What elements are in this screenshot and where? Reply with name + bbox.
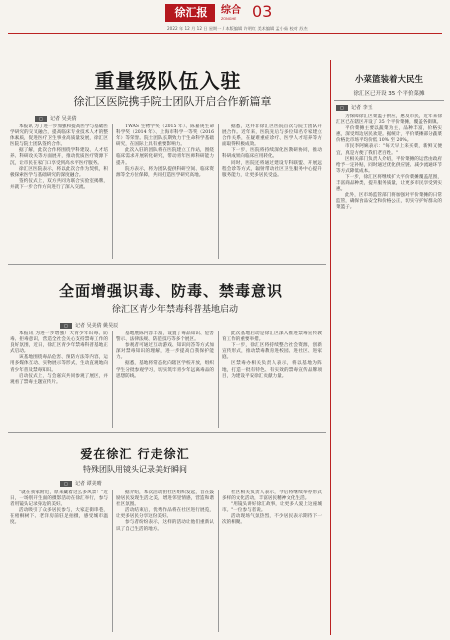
article3-col1	[10, 490, 108, 632]
sidebar-title-rule	[334, 100, 444, 101]
column-divider	[112, 124, 113, 259]
sidebar-para: 为保障徐汇区菜篮子供应，惠及市民，近年来徐汇区已在辖区开设了 35 个平价菜摊，覆盖各街镇。	[336, 114, 442, 126]
article1-para: 此次入驻的团队将在医院建立工作站，围绕临床需求开展转化研究，带动青年医师科研能力提升。	[116, 148, 214, 166]
article2-para: 基地展陈内容丰富，设置了毒品知识、危害警示、法律法规、防范技巧等多个展区。	[116, 331, 214, 343]
article3-byline-text: 记者 谭美晴	[75, 481, 102, 487]
masthead-page-number: 03	[252, 2, 273, 21]
sidebar-para: 下一步，徐汇区将继续扩大平价菜摊覆盖范围，丰富商品种类，提升服务质量，让更多市民享受到实惠。	[336, 174, 442, 193]
article1-para: 据悉，这并非徐汇区医院首次与院士团队开展合作。近年来，医院先后与多位知名专家建立合作关系，在疑难重症诊疗、医学人才培养等方面取得积极成效。	[222, 124, 322, 148]
article2-col1	[10, 331, 108, 428]
article1-para: 据了解，此次合作将围绕学科建设、人才培养、科研攻关等方面展开，推动优质医疗资源下沉，让市民在家门口享受到高水平医疗服务。	[10, 148, 108, 166]
column-divider	[112, 490, 113, 632]
article2-para: 启动仪式上，与会嘉宾共同参观了展区，并观看了禁毒主题宣传片。	[10, 373, 108, 385]
section-divider	[8, 264, 326, 265]
article2-para: 此次基地启动是徐汇区深入推进禁毒宣传教育工作的重要举措。	[222, 331, 322, 343]
article1-para: 签约仪式上，双方共同为联合实验室揭牌，并就下一步合作方向进行了深入交流。	[10, 178, 108, 190]
masthead-issue-line: 2022 年 12 月 12 日 星期一 / 本版编辑 许明红 美术编辑 孟小茹 校对 苏杰	[167, 26, 308, 31]
article2-para: 下一步，徐汇区将持续整合社会资源，创新宣传形式，推动禁毒教育进校园、进社区、进家庭。	[222, 343, 322, 361]
byline-tag: □	[60, 323, 72, 329]
article3-col3	[222, 490, 322, 632]
article1-headline: 重量级队伍入驻	[94, 69, 242, 93]
sidebar-title: 小菜篮装着大民生	[354, 75, 423, 85]
masthead-logo: 徐汇报	[174, 6, 208, 19]
article1-para: 院方表示，将为团队提供科研空间、临床资源等全方位保障，共同打造医学研究高地。	[116, 166, 214, 178]
article1-byline	[35, 115, 155, 122]
article2-para: 参观者可通过互动游戏、知识问答等方式加深对禁毒知识的理解，进一步提高自我保护能力。	[116, 343, 214, 361]
article2-col2	[116, 331, 214, 428]
article1-para: 本报讯 为了进一步加强和提高医学与基础医学研究的交叉融合，提高临床专业技术人才的整体素质，促进医疗卫生事业高质量发展，徐汇区医院与院士团队签约合作。	[10, 124, 108, 148]
section-divider	[8, 432, 326, 433]
article3-para: 社区相关负责人表示，今后将继续举办形式多样的文化活动，丰富居民精神文化生活。	[222, 490, 322, 502]
article2-subheadline: 徐汇区青少年禁毒科普基地启动	[111, 305, 238, 315]
sidebar-para: 平价菜摊主要以蔬菜为主，品种丰富，价格实惠，深受周边居民欢迎。据统计，平价菜摊部分蔬菜价格比市场平均价低 10% 至 20%。	[336, 126, 442, 144]
sidebar-byline-text: 记者 李玉	[351, 105, 373, 111]
article1-col3	[222, 124, 322, 259]
column-divider	[218, 124, 219, 259]
column-divider	[218, 490, 219, 632]
article1-byline-text: 记者 吴美倩	[50, 116, 77, 122]
sidebar-subtitle: 徐汇区已开设 35 个平价菜摊	[353, 91, 425, 97]
masthead-section-en: ZONGHE	[221, 17, 237, 21]
article1-para: TWAS 生物学奖（2015 年）、陈嘉庚生命科学奖（2014 年）、上海市科学一等奖（2016 年）等荣誉。院士团队长期致力于生命科学基础研究，在国际上具有重要影响力。	[116, 124, 214, 148]
article3-para: 活动现场气氛热烈，不少居民表示期待下一次的相聚。	[222, 514, 322, 526]
article1-para: 同时，医院还将通过建设专科联盟、开展远程会诊等方式，辐射带动社区卫生服务中心提升服务能力，让更多居民受益。	[222, 160, 322, 178]
article1-para: 下一步，医院将持续深化医教研协同，推动科研成果向临床应用转化。	[222, 148, 322, 160]
article1-para: 徐汇区医院表示，将以此次合作为契机，积极探索医学与基础研究的深度融合。	[10, 166, 108, 178]
article3-para: 活动吸引了众多居民参与，大家走街串巷，在梧桐树下、老洋房前驻足拍摄，感受城市温度。	[10, 508, 108, 526]
article3-para: 活动结束后，优秀作品将在社区进行展览，让更多居民分享这份美好。	[116, 508, 214, 520]
column-divider	[218, 331, 219, 428]
masthead-section: 综合	[221, 5, 241, 16]
sidebar-divider	[330, 60, 331, 635]
masthead-rule	[8, 33, 442, 34]
article2-para: 据悉，基地将常态化向辖区学校开放，组织学生分批参观学习，切实筑牢青少年远离毒品的思想防线。	[116, 361, 214, 379]
article2-para: 区禁毒办相关负责人表示，将以基地为阵地，打造一批有特色、有实效的禁毒宣传品牌项目，为建设平安徐汇贡献力量。	[222, 361, 322, 379]
byline-tag: □	[60, 481, 72, 487]
article3-para: "用镜头讲好徐汇故事，让更多人爱上这座城市。"一位参与者说。	[222, 502, 322, 514]
sidebar-para: 此外，区市场监管部门将加强对平价菜摊的日常监管，确保食品安全和价格公正，切实守护好群众的菜篮子。	[336, 193, 442, 211]
article3-subheadline: 特殊团队用镜头记录美好瞬间	[83, 465, 187, 474]
article2-byline-text: 记者 吴美倩 姚昊辰	[75, 323, 119, 329]
article3-para: 参与者纷纷表示，这样的活动让他们重新认识了自己生活的地方。	[116, 520, 214, 532]
sidebar	[334, 68, 444, 634]
article1-col2	[116, 124, 214, 259]
article3-col2	[116, 490, 214, 632]
article2-col3	[222, 331, 322, 428]
article2-para: 本报讯 为进一步增强广大青少年识毒、防毒、拒毒意识，营造全社会关心支持禁毒工作的良好氛围，近日，徐汇区青少年禁毒科普基地正式启动。	[10, 331, 108, 355]
article2-headline: 全面增强识毒、防毒、禁毒意识	[58, 282, 283, 300]
article3-para: "就在我家附近，原来藏着这么多风景！"近日，一场别开生面的摄影活动在徐汇举行，参与者用镜头记录身边的美好。	[10, 490, 108, 508]
sidebar-para: 区相关部门负责人介绍，平价菜摊的运营由政府给予一定补贴，同时通过优化供应链、减少流通环节等方式降低成本。	[336, 156, 442, 174]
column-divider	[112, 331, 113, 428]
sidebar-byline	[336, 104, 436, 111]
article1-subheadline: 徐汇区医院携手院士团队开启合作新篇章	[73, 95, 272, 108]
sidebar-para: 市民李阿姨表示："每天早上来买菜，新鲜又便宜，真是方便了我们老百姓。"	[336, 144, 442, 156]
article3-para: 据介绍，本次活动由社区组织发起，旨在鼓励居民发现生活之美，增进邻里情感，营造和谐社区氛围。	[116, 490, 214, 508]
article2-byline	[60, 322, 210, 329]
byline-tag: □	[336, 105, 348, 111]
article1-col1	[10, 124, 108, 259]
sidebar-body	[336, 114, 442, 632]
article2-para: 该基地围绕毒品危害、预防方法等内容，运用多媒体互动、实物展示等形式，生动直观地向青少年普及禁毒知识。	[10, 355, 108, 373]
byline-tag: □	[35, 116, 47, 122]
masthead	[0, 0, 450, 50]
article3-byline	[60, 480, 160, 487]
article3-headline: 爱在徐汇 行走徐汇	[80, 447, 190, 461]
